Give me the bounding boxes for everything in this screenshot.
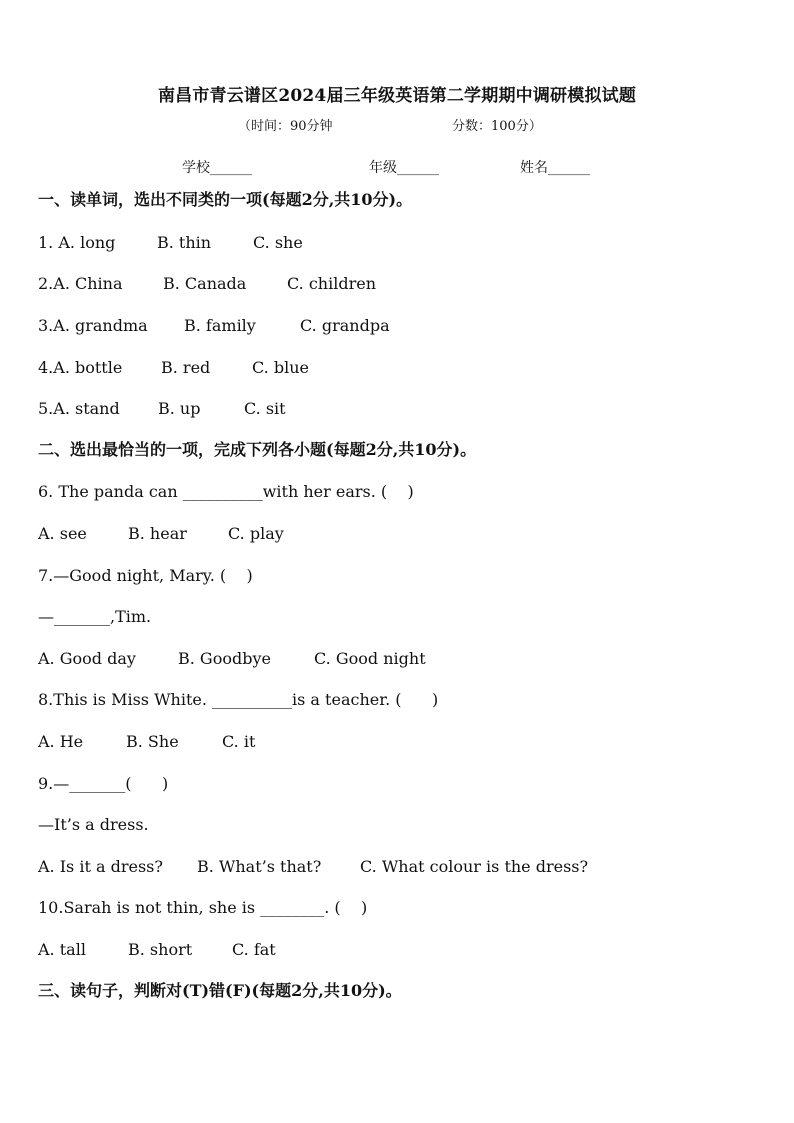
question-7-option-a: A. Good day: [38, 649, 136, 668]
question-8-option-b: B. She: [126, 732, 179, 751]
question-1: 1. A. long: [38, 233, 116, 252]
question-8: 8.This is Miss White. __________is a teacher. ( ): [38, 690, 439, 709]
question-5: 5.A. stand: [38, 399, 120, 418]
question-10-option-b: B. short: [128, 940, 193, 959]
question-3: 3.A. grandma: [38, 316, 148, 335]
section-2-heading: 二、选出最恰当的一项，完成下列各小题(每题2分,共10分)。: [38, 440, 477, 459]
page-title: 南昌市青云谱区2024届三年级英语第二学期期中调研模拟试题: [157, 86, 637, 106]
question-9-option-c: C. What colour is the dress?: [360, 857, 589, 876]
question-7-option-c: C. Good night: [314, 649, 426, 668]
question-4-option-c: C. blue: [252, 358, 309, 377]
question-2-option-b: B. Canada: [163, 274, 247, 293]
question-6-option-b: B. hear: [128, 524, 187, 543]
question-8-option-a: A. He: [38, 732, 84, 751]
grade-field: 年级______: [369, 160, 439, 176]
question-4: 4.A. bottle: [38, 358, 123, 377]
question-2-option-c: C. children: [287, 274, 377, 293]
question-10-option-a: A. tall: [38, 940, 86, 959]
question-4-option-b: B. red: [161, 358, 211, 377]
question-6-option-a: A. see: [38, 524, 87, 543]
section-1-heading: 一、读单词，选出不同类的一项(每题2分,共10分)。: [38, 190, 413, 209]
question-9-option-a: A. Is it a dress?: [38, 857, 163, 876]
question-10-option-c: C. fat: [232, 940, 276, 959]
question-7-reply: —_______,Tim.: [38, 607, 152, 626]
exam-score: 分数：100分）: [452, 119, 542, 134]
question-5-option-c: C. sit: [244, 399, 286, 418]
question-3-option-b: B. family: [184, 316, 256, 335]
school-field: 学校______: [182, 160, 252, 176]
question-9: 9.—_______( ): [38, 774, 169, 793]
question-9-option-b: B. What’s that?: [197, 857, 322, 876]
exam-time: （时间：90分钟: [238, 119, 333, 134]
question-3-option-c: C. grandpa: [300, 316, 390, 335]
question-8-option-c: C. it: [222, 732, 256, 751]
question-2: 2.A. China: [38, 274, 123, 293]
section-3-heading: 三、读句子，判断对(T)错(F)(每题2分,共10分)。: [38, 981, 402, 1000]
question-1-option-b: B. thin: [157, 233, 212, 252]
question-5-option-b: B. up: [158, 399, 201, 418]
question-10: 10.Sarah is not thin, she is ________. ( ): [38, 898, 368, 917]
question-1-option-c: C. she: [253, 233, 303, 252]
question-6-option-c: C. play: [228, 524, 284, 543]
name-field: 姓名______: [520, 160, 590, 176]
question-6: 6. The panda can __________with her ears. ( ): [38, 482, 414, 501]
question-9-reply: —It’s a dress.: [38, 815, 149, 834]
question-7: 7.—Good night, Mary. ( ): [38, 566, 253, 585]
question-7-option-b: B. Goodbye: [178, 649, 271, 668]
